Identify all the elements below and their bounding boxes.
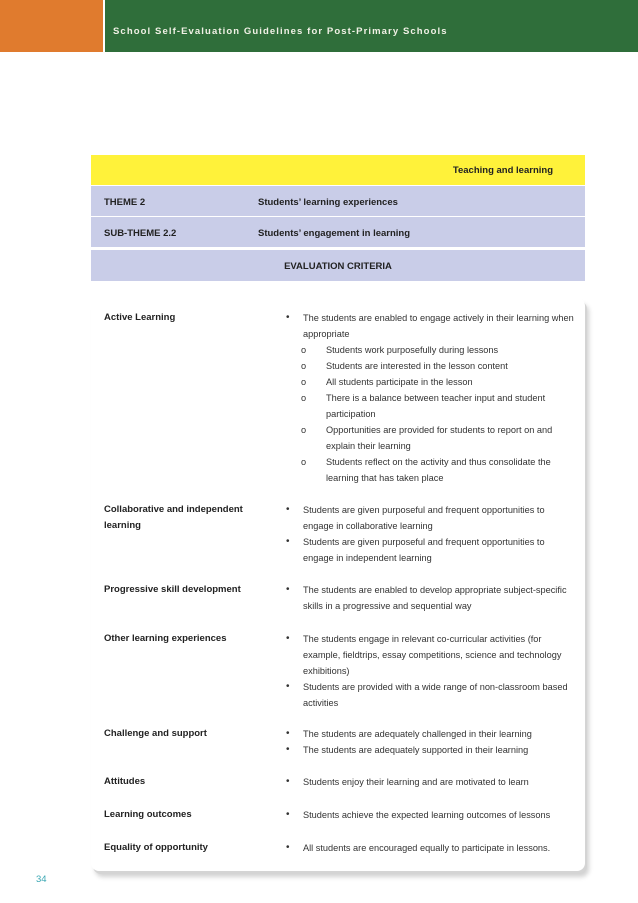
- criterion-name: Progressive skill development: [104, 584, 241, 595]
- subtheme-label: SUB-THEME 2.2: [104, 228, 177, 239]
- evaluation-criteria-row: [91, 250, 585, 281]
- criterion-name: Attitudes: [104, 776, 146, 787]
- bullet-icon: •: [286, 728, 290, 739]
- bullet-icon: •: [286, 809, 290, 820]
- criterion-name: Challenge and support: [104, 728, 207, 739]
- sub-item-marker: o: [301, 393, 307, 403]
- sub-item-marker: o: [301, 457, 307, 467]
- sub-item-marker: o: [301, 425, 307, 435]
- sub-item-marker: o: [301, 361, 307, 371]
- subtheme-value: Students’ engagement in learning: [258, 228, 411, 239]
- subtheme-row: [91, 217, 585, 247]
- criteria-card: Active Learning • The students are enabled to engage actively in their learning when appropriate o Students work purposefully during lessons o Students are interested in the lesson content o All students participate in the lesson o There is a balance between teacher input and student participation o Opportunities are provided for students to report on and explain their learning o Students reflect on the activity and thus consolidate the learning that has taken place Collaborative and independent learning • Students are given purposeful and frequent opportunities to engage in collaborative learning • Students are given purposeful and frequent opportunities to engage in independent learning Progressive skill development • The students are enabled to develop appropriate subject-specific skills in a progressive and sequential way Other learning experiences • The students engage in relevant co-curricular activities (for example, fieldtrips, essay competitions, science and technology exhibitions) • Students are provided with a wide range of non-classroom based activities Challenge and support • The students are adequately challenged in their learning • The students are adequately supported in their learning Attitudes • Students enjoy their learning and are motivated to learn Learning outcomes • Students achieve the expected learning outcomes of lessons Equality of opportunity • All students are encouraged equally to participate in lessons.: [91, 298, 585, 871]
- bullet-icon: •: [286, 633, 290, 644]
- bullet-icon: •: [286, 681, 290, 692]
- bullet-icon: •: [286, 842, 290, 853]
- bullet-icon: •: [286, 584, 290, 595]
- sub-item-marker: o: [301, 377, 307, 387]
- area-label: Teaching and learning: [452, 165, 553, 176]
- theme-value: Students’ learning experiences: [258, 197, 398, 208]
- document-title: School Self-Evaluation Guidelines for Post-Primary Schools: [113, 26, 448, 37]
- theme-label: THEME 2: [104, 197, 146, 208]
- evaluation-criteria-heading: EVALUATION CRITERIA: [284, 261, 392, 272]
- bullet-icon: •: [286, 312, 290, 323]
- criterion-name: Equality of opportunity: [104, 842, 208, 853]
- area-banner: [91, 155, 585, 185]
- page-number: 34: [36, 874, 47, 885]
- criterion-name: Learning outcomes: [104, 809, 192, 820]
- criterion-name: Other learning experiences: [104, 633, 227, 644]
- sub-item-marker: o: [301, 345, 307, 355]
- bullet-icon: •: [286, 536, 290, 547]
- criterion-name: Active Learning: [104, 312, 176, 323]
- bullet-icon: •: [286, 744, 290, 755]
- criterion-name: Collaborative and independent learning: [104, 504, 243, 531]
- bullet-icon: •: [286, 776, 290, 787]
- header-orange-block: [0, 0, 103, 52]
- criterion-bullet: • The students are enabled to engage actively in their learning when appropriate: [286, 312, 574, 339]
- theme-row: [91, 186, 585, 216]
- bullet-icon: •: [286, 504, 290, 515]
